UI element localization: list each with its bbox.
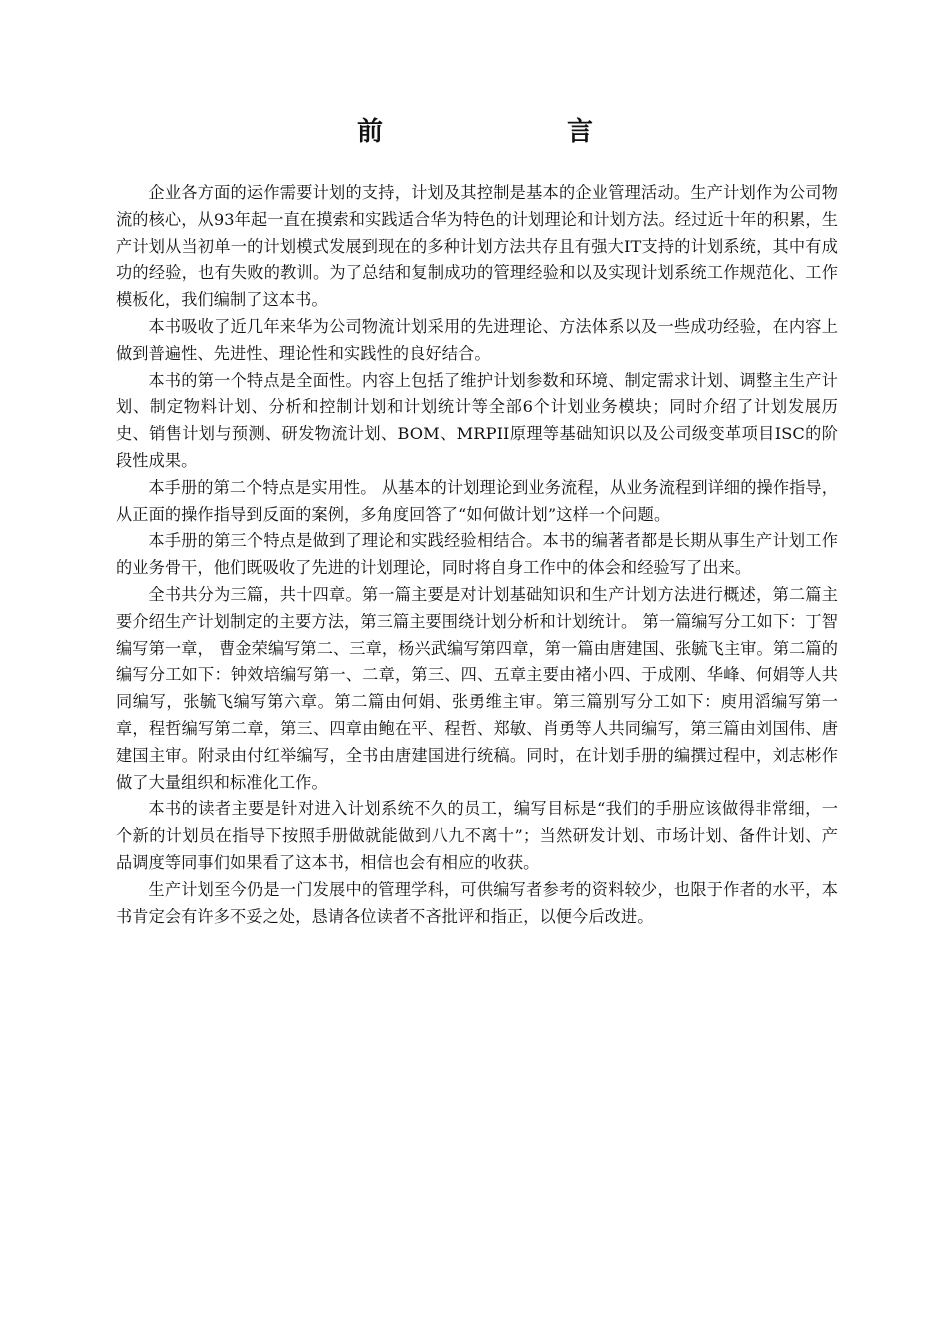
paragraph-6: 全书共分为三篇，共十四章。第一篇主要是对计划基础知识和生产计划方法进行概述，第二篇主要介绍生产计划制定的主要方法，第三篇主要围绕计划分析和计划统计。 第一篇编写分工如下：丁智编写第一章， 曹金荣编写第二、三章，杨兴武编写第四章，第一篇由唐建国、张毓飞主审。第二篇的编写分工如下：钟效培编写第一、二章，第三、四、五章主要由褚小四、于成刚、华峰、何娟等人共同编写，张毓飞编写第六章。第二篇由何娟、张勇维主审。第三篇别写分工如下：庾用滔编写第一章，程哲编写第二章，第三、四章由鲍在平、程哲、郑敏、肖勇等人共同编写，第三篇由刘国伟、唐建国主审。附录由付红举编写，全书由唐建国进行统稿。同时，在计划手册的编撰过程中，刘志彬作做了大量组织和标准化工作。: [116, 584, 838, 792]
paragraph-1: 企业各方面的运作需要计划的支持，计划及其控制是基本的企业管理活动。生产计划作为公司物流的核心，从93年起一直在摸索和实践适合华为特色的计划理论和计划方法。经过近十年的积累，生产计划从当初单一的计划模式发展到现在的多种计划方法共存且有强大IT支持的计划系统，其中有成功的经验，也有失败的教训。为了总结和复制成功的管理经验和以及实现计划系统工作规范化、工作模板化，我们编制了这本书。: [116, 183, 838, 310]
paragraph-2: 本书吸收了近几年来华为公司物流计划采用的先进理论、方法体系以及一些成功经验，在内容上做到普遍性、先进性、理论性和实践性的良好结合。: [116, 316, 838, 363]
paragraph-8: 生产计划至今仍是一门发展中的管理学科，可供编写者参考的资料较少，也限于作者的水平，本书肯定会有许多不妥之处，恳请各位读者不吝批评和指正，以便今后改进。: [116, 879, 838, 926]
preface-body: [116, 180, 838, 930]
paragraph-3: 本书的第一个特点是全面性。内容上包括了维护计划参数和环境、制定需求计划、调整主生产计划、制定物料计划、分析和控制计划和计划统计等全部6个计划业务模块；同时介绍了计划发展历史、销售计划与预测、研发物流计划、BOM、MRPII原理等基础知识以及公司级变革项目ISC的阶段性成果。: [116, 370, 838, 470]
paragraph-4: 本手册的第二个特点是实用性。 从基本的计划理论到业务流程，从业务流程到详细的操作指导，从正面的操作指导到反面的案例，多角度回答了“如何做计划”这样一个问题。: [116, 477, 838, 524]
title-char-2: 言: [567, 117, 594, 147]
page-title: [0, 114, 950, 154]
paragraph-7: 本书的读者主要是针对进入计划系统不久的员工，编写目标是“我们的手册应该做得非常细，一个新的计划员在指导下按照手册做就能做到八九不离十”；当然研发计划、市场计划、备件计划、产品调度等同事们如果看了这本书，相信也会有相应的收获。: [116, 799, 838, 872]
title-char-1: 前: [357, 117, 384, 147]
paragraph-5: 本手册的第三个特点是做到了理论和实践经验相结合。本书的编著者都是长期从事生产计划工作的业务骨干，他们既吸收了先进的计划理论，同时将自身工作中的体会和经验写了出来。: [116, 531, 838, 578]
